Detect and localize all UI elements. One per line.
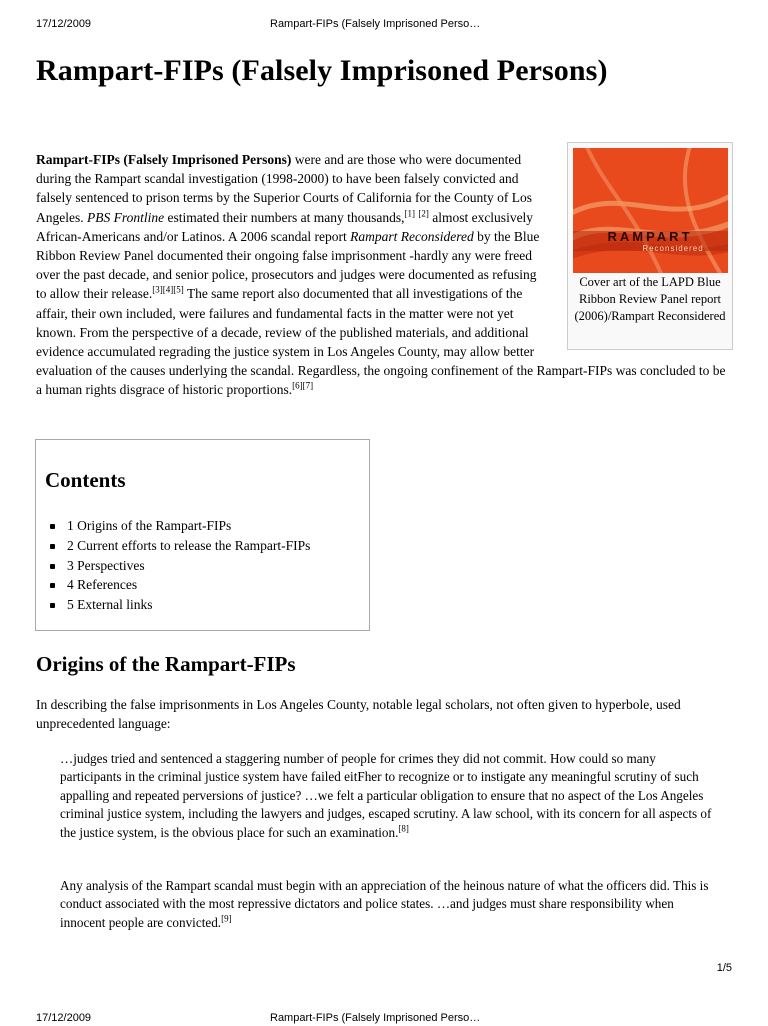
intro-text-4: by the Blue Ribbon Review Panel documented their ongoing false imprisonment -hardly any were freed over the past decade, and senior police, prosecutors and judges were documented as refusing to allow their release. (36, 228, 540, 302)
header-title: Rampart-FIPs (Falsely Imprisoned Perso… (270, 18, 481, 30)
blockquote-2 (60, 877, 720, 932)
blockquote-1 (60, 750, 720, 842)
ref-link-2[interactable]: [2] (418, 208, 429, 219)
toc-item-external-links[interactable]: 5 External links (67, 595, 310, 615)
section-heading-origins: Origins of the Rampart-FIPs (36, 652, 296, 676)
toc-item-origins[interactable]: 1 Origins of the Rampart-FIPs (67, 516, 310, 536)
page-title: Rampart-FIPs (Falsely Imprisoned Persons) (36, 54, 608, 87)
intro-bold-lead: Rampart-FIPs (Falsely Imprisoned Persons) (36, 152, 292, 167)
intro-em-report: Rampart Reconsidered (350, 228, 474, 244)
blockquote-2-text: Any analysis of the Rampart scandal must begin with an appreciation of the heinous nature of what the officers did. This is conduct associated with the most repressive dictators and police states. …and judges must share responsibility when innocent people are convicted. (60, 878, 709, 930)
thumbnail-box (567, 142, 733, 350)
origins-paragraph: In describing the false imprisonments in Los Angeles County, notable legal scholars, not often given to hyperbole, used unprecedented language: (36, 697, 681, 732)
page-number: 1/5 (716, 962, 732, 974)
intro-text-2: estimated their numbers at many thousands, (164, 209, 405, 225)
ref-link-1[interactable]: [1] (404, 208, 415, 219)
cover-image[interactable] (573, 148, 728, 273)
intro-text-5: The same report also documented that all investigations of the affair, their own included, were failures and fundamental facts in the matter were not yet known. From the perspective of a decade, review of the published materials, and additional evidence accumulated regrading the justice system in Los Angeles County, may allow better evaluation of the causes underlying the scandal. Regardless, the ongoing confinement of the Rampart-FIPs was concluded to be a human rights disgrace of historic proportions. (36, 286, 726, 398)
ref-link-9[interactable]: [9] (221, 913, 232, 924)
ref-link-8[interactable]: [8] (398, 823, 409, 834)
table-of-contents (35, 439, 370, 631)
toc-heading: Contents (45, 468, 126, 492)
intro-text-3: almost exclusively African-Americans and/or Latinos. A 2006 scandal report (36, 209, 534, 244)
thumb-caption: Cover art of the LAPD Blue Ribbon Review Panel report (2006)/Rampart Reconsidered (574, 275, 726, 324)
intro-em-frontline: PBS Frontline (87, 209, 165, 225)
blockquote-1-text: …judges tried and sentenced a staggering number of people for crimes they did not commit. How could so many participants in the criminal justice system have failed eitFher to recognize or to instigate any meaningful scrutiny of such appalling and repeated perversions of justice? …we felt a particular obligation to ensure that no aspect of the Los Angeles criminal justice system, including the lawyers and judges, escaped scrutiny. A law school, with its concern for all aspects of the justice system, is the obvious place for such an examination. (60, 751, 712, 840)
print-header (0, 18, 768, 34)
toc-item-perspectives[interactable]: 3 Perspectives (67, 556, 310, 576)
header-date: 17/12/2009 (36, 18, 92, 30)
intro-text-1: were and are those who were documented during the Rampart scandal investigation (1998-2000) to have been falsely convicted and falsely sentenced to prison terms by the Superior Courts of California for the County of Los Angeles. (36, 152, 533, 225)
toc-item-current-efforts[interactable]: 2 Current efforts to release the Rampart-FIPs (67, 536, 310, 556)
toc-item-references[interactable]: 4 References (67, 575, 310, 595)
toc-list (45, 516, 310, 615)
footer-date: 17/12/2009 (36, 1012, 92, 1024)
ref-link-6-7[interactable]: [6][7] (292, 380, 314, 391)
cover-title-text: RAMPART (607, 229, 693, 244)
cover-subtitle-text: Reconsidered (642, 244, 704, 253)
ref-link-3-5[interactable]: [3][4][5] (152, 284, 184, 295)
footer-title: Rampart-FIPs (Falsely Imprisoned Perso… (270, 1012, 481, 1024)
cover-art-graphic (573, 148, 728, 273)
